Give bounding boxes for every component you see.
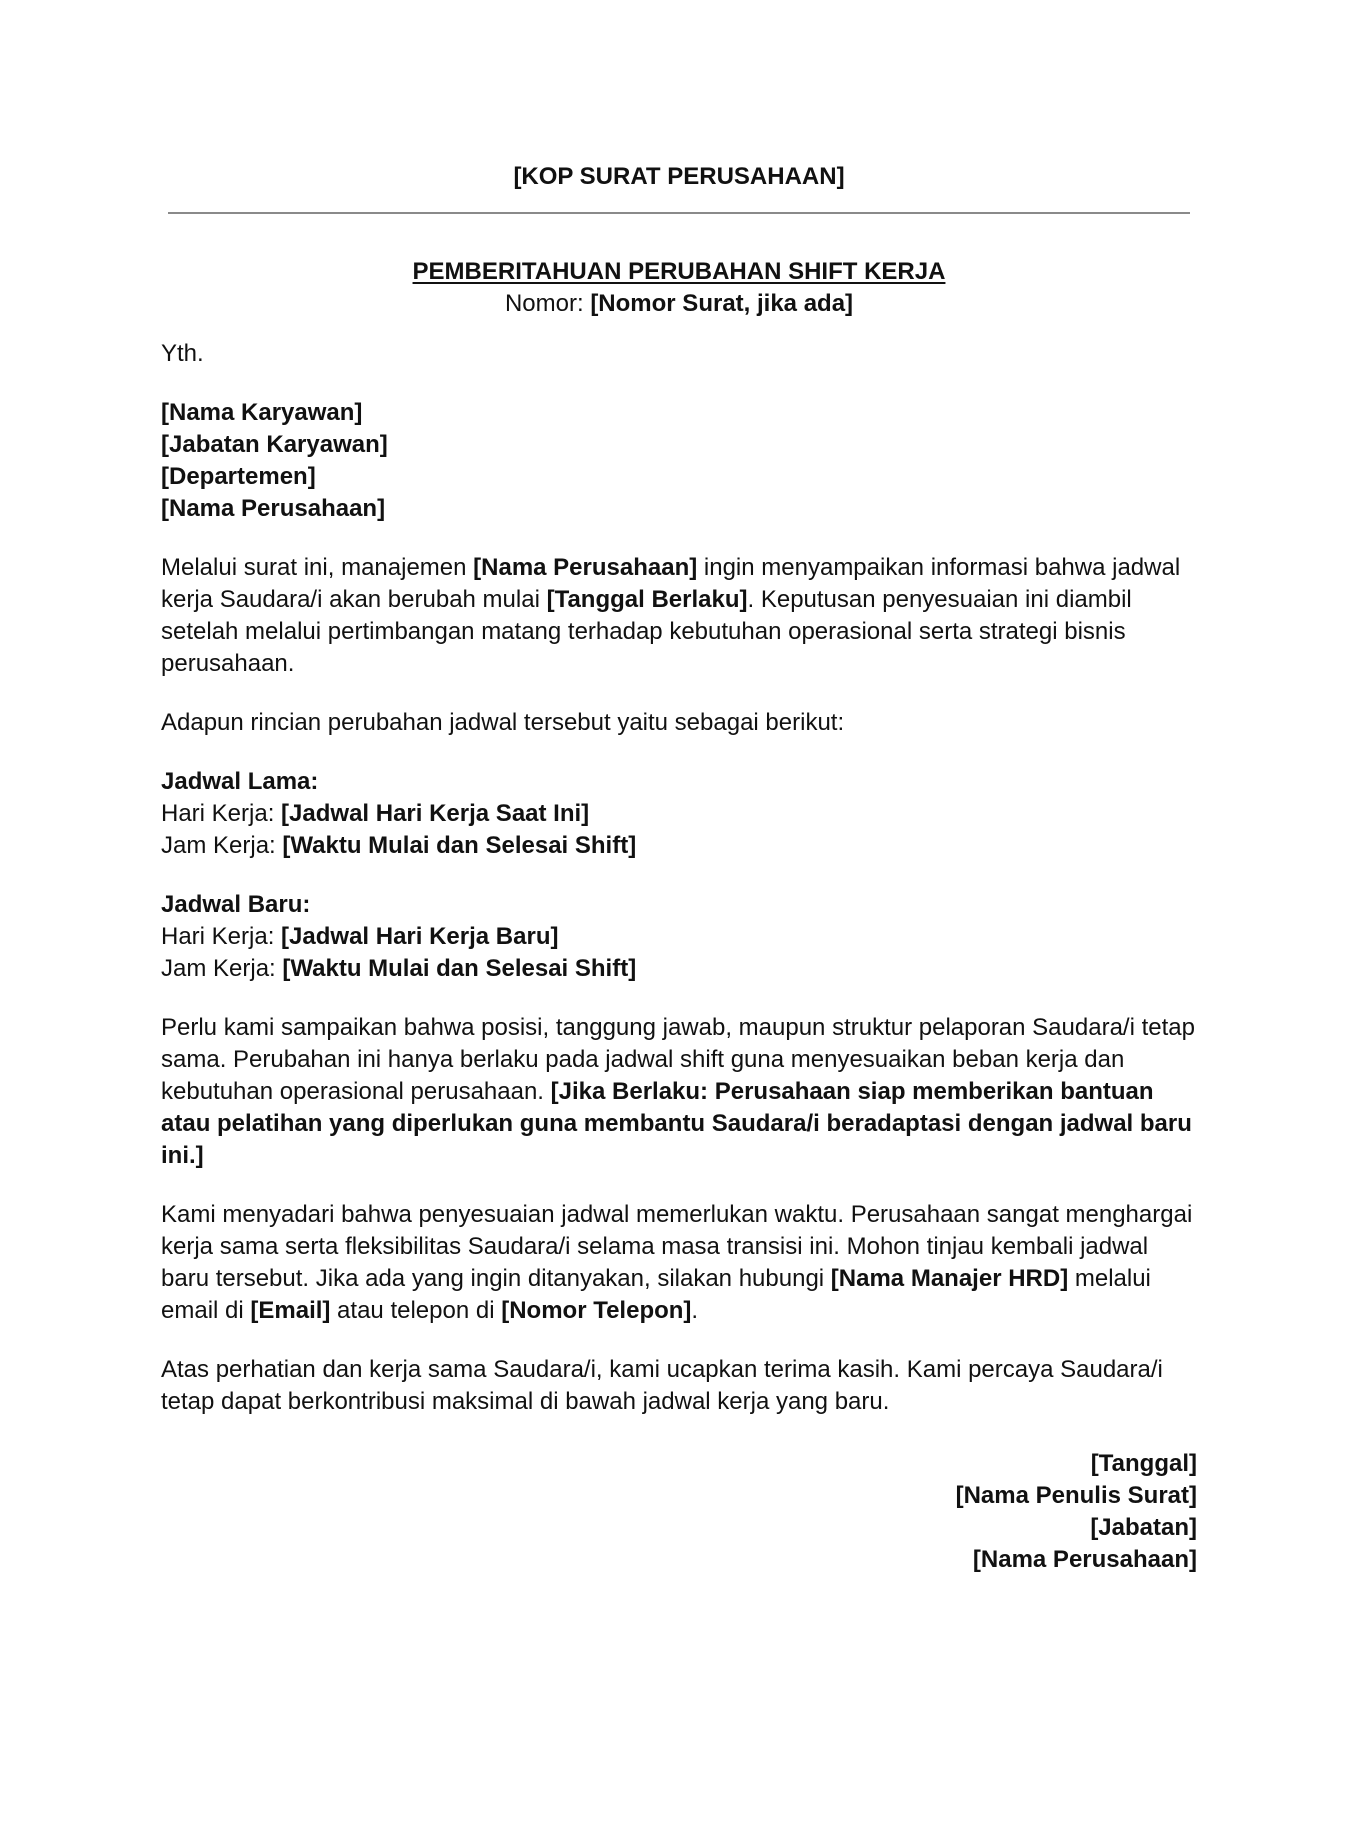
old-days-label: Hari Kerja: [161, 800, 282, 827]
old-schedule-heading: Jadwal Lama: [161, 768, 319, 795]
signature-company: [Nama Perusahaan] [972, 1546, 1197, 1573]
intro-company: [Nama Perusahaan] [473, 554, 698, 581]
contact-email: [Email] [250, 1297, 331, 1324]
contact-text-3: atau telepon di [330, 1297, 502, 1324]
signature-position: [Jabatan] [1090, 1514, 1197, 1541]
recipient-company: [Nama Perusahaan] [161, 495, 386, 522]
new-schedule-block [161, 889, 1201, 985]
recipient-position: [Jabatan Karyawan] [161, 431, 388, 458]
signature-writer: [Nama Penulis Surat] [955, 1482, 1197, 1509]
recipient-block [161, 397, 1201, 525]
signature-block [956, 1448, 1197, 1576]
optional-support-note: [Jika Berlaku: Perusahaan siap memberikan bantuan atau pelatihan yang diperlukan guna membantu Saudara/i beradaptasi dengan jadwal baru ini.] [161, 1078, 1192, 1169]
position-note-text: Perlu kami sampaikan bahwa posisi, tanggung jawab, maupun struktur pelaporan Saudara/i tetap sama. Perubahan ini hanya berlaku pada jadwal shift guna menyesuaikan beban kerja dan kebutuhan operasional perusahaan. [161, 1014, 1195, 1105]
intro-text-2: ingin menyampaikan informasi bahwa jadwal kerja Saudara/i akan berubah mulai [161, 554, 1181, 613]
contact-text-4: . [691, 1297, 699, 1324]
new-schedule-days [161, 921, 1201, 953]
new-schedule-hours [161, 953, 1201, 985]
position-note-paragraph [161, 1012, 1201, 1172]
contact-paragraph [161, 1199, 1201, 1327]
letter-number [168, 288, 1190, 320]
contact-manager: [Nama Manajer HRD] [830, 1265, 1069, 1292]
intro-effective-date: [Tanggal Berlaku] [546, 586, 748, 613]
contact-phone: [Nomor Telepon] [501, 1297, 692, 1324]
new-schedule-heading: Jadwal Baru: [161, 891, 311, 918]
letter-title: PEMBERITAHUAN PERUBAHAN SHIFT KERJA [412, 258, 946, 285]
signature-date: [Tanggal] [1090, 1450, 1197, 1477]
old-schedule-days [161, 798, 1201, 830]
letterhead: [KOP SURAT PERUSAHAAN] [513, 163, 845, 190]
salutation: Yth. [161, 340, 204, 367]
contact-text-1: Kami menyadari bahwa penyesuaian jadwal memerlukan waktu. Perusahaan sangat menghargai kerja sama serta fleksibilitas Saudara/i selama masa transisi ini. Mohon tinjau kembali jadwal baru tersebut. Jika ada yang ingin ditanyakan, silakan hubungi [161, 1201, 1193, 1292]
intro-text-3: . Keputusan penyesuaian ini diambil setelah melalui pertimbangan matang terhadap kebutuhan operasional serta strategi bisnis perusahaan. [161, 586, 1132, 677]
new-days-label: Hari Kerja: [161, 923, 282, 950]
details-intro: Adapun rincian perubahan jadwal tersebut yaitu sebagai berikut: [161, 709, 845, 736]
old-schedule-block [161, 766, 1201, 862]
title-block [168, 256, 1190, 320]
old-hours-label: Jam Kerja: [161, 832, 283, 859]
intro-paragraph [161, 552, 1201, 680]
intro-text-1: Melalui surat ini, manajemen [161, 554, 474, 581]
letter-number-label: Nomor: [504, 290, 591, 317]
new-hours-value: [Waktu Mulai dan Selesai Shift] [282, 955, 637, 982]
header-divider [168, 212, 1190, 214]
closing-paragraph: Atas perhatian dan kerja sama Saudara/i, kami ucapkan terima kasih. Kami percaya Saudara/i tetap dapat berkontribusi maksimal di bawah jadwal kerja yang baru. [161, 1356, 1163, 1415]
old-hours-value: [Waktu Mulai dan Selesai Shift] [282, 832, 637, 859]
old-schedule-hours [161, 830, 1201, 862]
recipient-name: [Nama Karyawan] [161, 399, 363, 426]
new-hours-label: Jam Kerja: [161, 955, 283, 982]
contact-text-2: melalui email di [161, 1265, 1151, 1324]
new-days-value: [Jadwal Hari Kerja Baru] [281, 923, 559, 950]
recipient-department: [Departemen] [161, 463, 316, 490]
letter-number-value: [Nomor Surat, jika ada] [590, 290, 854, 317]
letter-body [161, 338, 1201, 1445]
old-days-value: [Jadwal Hari Kerja Saat Ini] [281, 800, 590, 827]
